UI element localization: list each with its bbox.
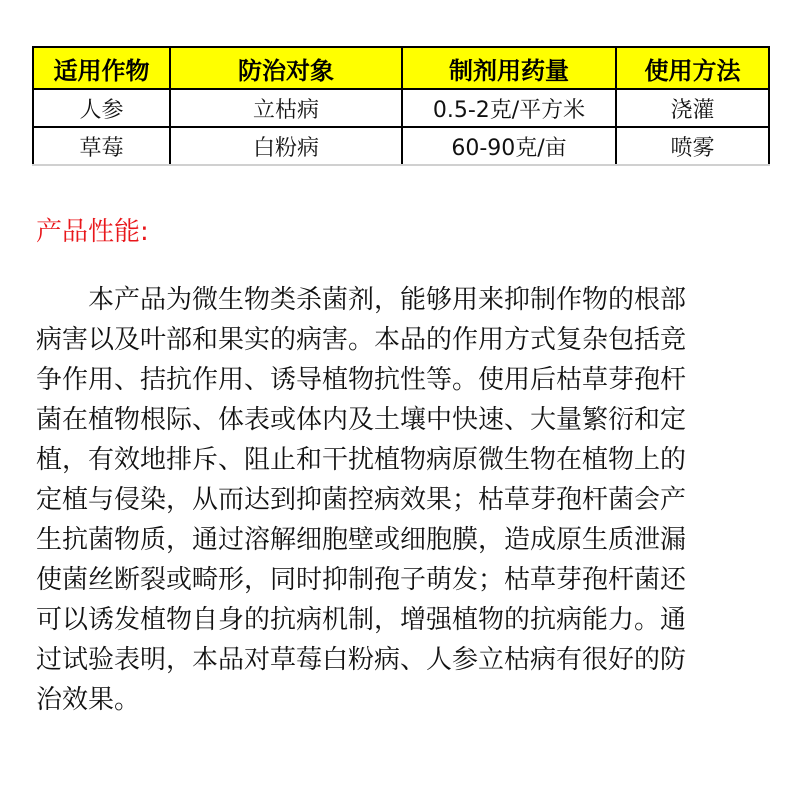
paragraph-line: 争作用、拮抗作用、诱导植物抗性等。使用后枯草芽孢杆 [36, 365, 687, 395]
paragraph-line: 菌在植物根际、体表或体内及土壤中快速、大量繁衍和定 [36, 405, 687, 435]
paragraph-line: 病害以及叶部和果实的病害。本品的作用方式复杂包括竞 [36, 325, 687, 355]
table-header-row [33, 47, 769, 89]
paragraph-line: 本产品为微生物类杀菌剂，能够用来抑制作物的根部 [88, 285, 687, 315]
header-dosage: 制剂用药量 [402, 47, 616, 89]
header-crop: 适用作物 [33, 47, 170, 89]
header-target: 防治对象 [170, 47, 402, 89]
section-heading: 产品性能: [36, 217, 149, 247]
cell-crop: 草莓 [33, 127, 170, 165]
header-method: 使用方法 [616, 47, 769, 89]
paragraph-line: 使菌丝断裂或畸形，同时抑制孢子萌发；枯草芽孢杆菌还 [36, 565, 687, 595]
cell-method: 浇灌 [616, 89, 769, 127]
table-row [33, 127, 769, 165]
paragraph-line: 可以诱发植物自身的抗病机制，增强植物的抗病能力。通 [36, 605, 687, 635]
paragraph-line: 植，有效地排斥、阻止和干扰植物病原微生物在植物上的 [36, 445, 687, 475]
paragraph-line: 定植与侵染，从而达到抑菌控病效果；枯草芽孢杆菌会产 [36, 485, 687, 515]
usage-table [32, 46, 770, 166]
cell-method: 喷雾 [616, 127, 769, 165]
paragraph-line: 治效果。 [36, 685, 141, 715]
cell-dosage: 0.5-2克/平方米 [402, 89, 616, 127]
cell-target: 白粉病 [170, 127, 402, 165]
table-row [33, 89, 769, 127]
cell-crop: 人参 [33, 89, 170, 127]
cell-target: 立枯病 [170, 89, 402, 127]
paragraph-line: 过试验表明，本品对草莓白粉病、人参立枯病有很好的防 [36, 645, 687, 675]
product-description [36, 280, 768, 720]
cell-dosage: 60-90克/亩 [402, 127, 616, 165]
paragraph-line: 生抗菌物质，通过溶解细胞壁或细胞膜，造成原生质泄漏 [36, 525, 687, 555]
